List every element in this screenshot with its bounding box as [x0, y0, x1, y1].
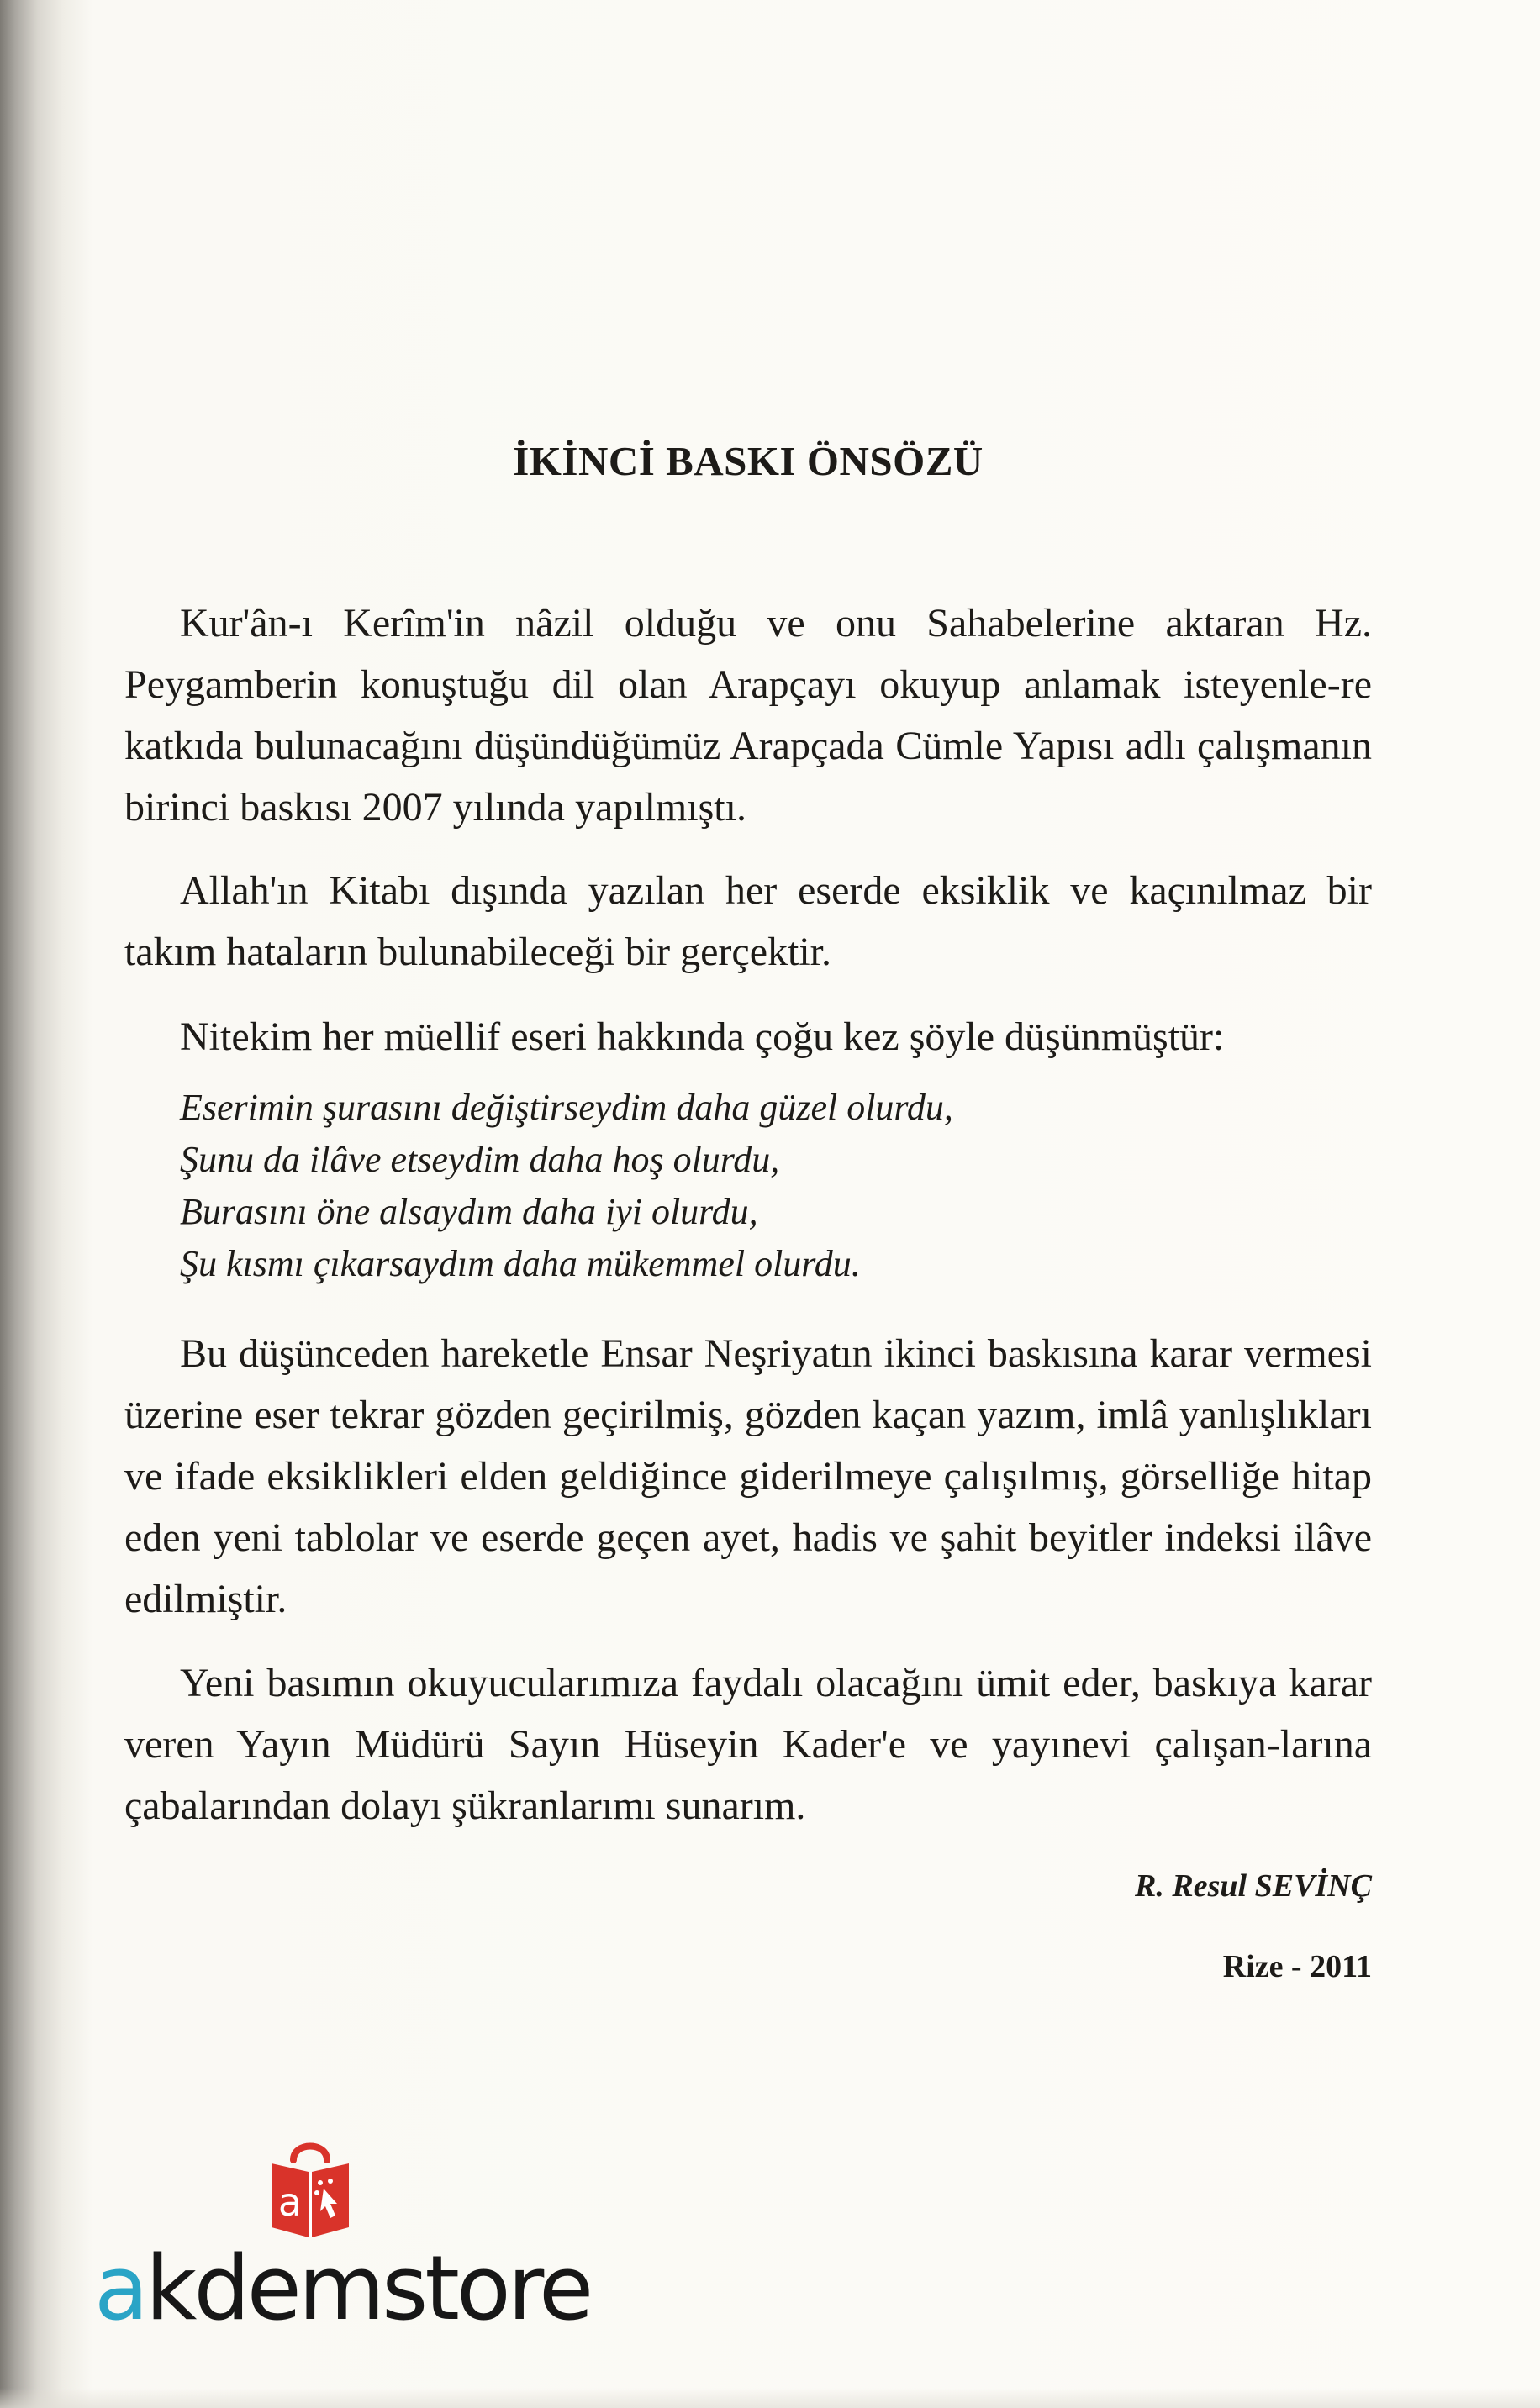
page-title: İKİNCİ BASKI ÖNSÖZÜ: [513, 438, 984, 484]
akdemstore-watermark: [94, 2135, 591, 2353]
paragraph-1: Kur'ân-ı Kerîm'in nâzil olduğu ve onu Sahabelerine aktaran Hz. Peygamberin konuştuğu dil olan Arapçayı okuyup anlamak isteyenle-re katkıda bulunacağını düşündüğümüz Arapçada Cümle Yapısı adlı çalışmanın birinci baskısı 2007 yılında yapılmıştı.: [124, 601, 1372, 830]
place-date: Rize - 2011: [1222, 1949, 1372, 1984]
paragraph-2: Allah'ın Kitabı dışında yazılan her eserde eksiklik ve kaçınılmaz bir takım hataların bulunabileceği bir gerçektir.: [124, 868, 1372, 974]
author-signature: R. Resul SEVİNÇ: [1135, 1868, 1372, 1904]
paragraph-4: Bu düşünceden hareketle Ensar Neşriyatın ikinci baskısına karar vermesi üzerine eser tekrar gözden geçirilmiş, gözden kaçan yazım, imlâ yanlışlıkları ve ifade eksiklikleri elden geldiğince giderilmeye çalışılmış, görselliğe hitap eden yeni tablolar ve eserde geçen ayet, hadis ve şahit beyitler indeksi ilâve edilmiştir.: [124, 1331, 1372, 1621]
page-bottom-edge: [0, 2388, 1540, 2408]
paragraph-5: Yeni basımın okuyucularımıza faydalı olacağını ümit eder, baskıya karar veren Yayın Müdürü Sayın Hüseyin Kader'e ve yayınevi çalışan-larına çabalarından dolayı şükranlarımı sunarım.: [124, 1661, 1372, 1828]
verse-line-3: Burasını öne alsaydım daha iyi olurdu,: [180, 1191, 758, 1232]
verse-line-2: Şunu da ilâve etseydim daha hoş olurdu,: [180, 1139, 780, 1180]
verse-block: [180, 1082, 1357, 1290]
brand-letter-a: a: [94, 2237, 145, 2340]
paragraph-3: Nitekim her müellif eseri hakkında çoğu kez şöyle düşünmüştür:: [180, 1014, 1225, 1059]
brand-name-rest: kdemstore: [145, 2237, 591, 2340]
verse-line-1: Eserimin şurasını değiştirseydim daha güzel olurdu,: [180, 1087, 953, 1128]
brand-wordmark: [94, 2234, 590, 2343]
svg-text:a: a: [277, 2179, 303, 2225]
book-bag-icon: [260, 2135, 361, 2244]
verse-line-4: Şu kısmı çıkarsaydım daha mükemmel olurdu.: [180, 1243, 861, 1284]
